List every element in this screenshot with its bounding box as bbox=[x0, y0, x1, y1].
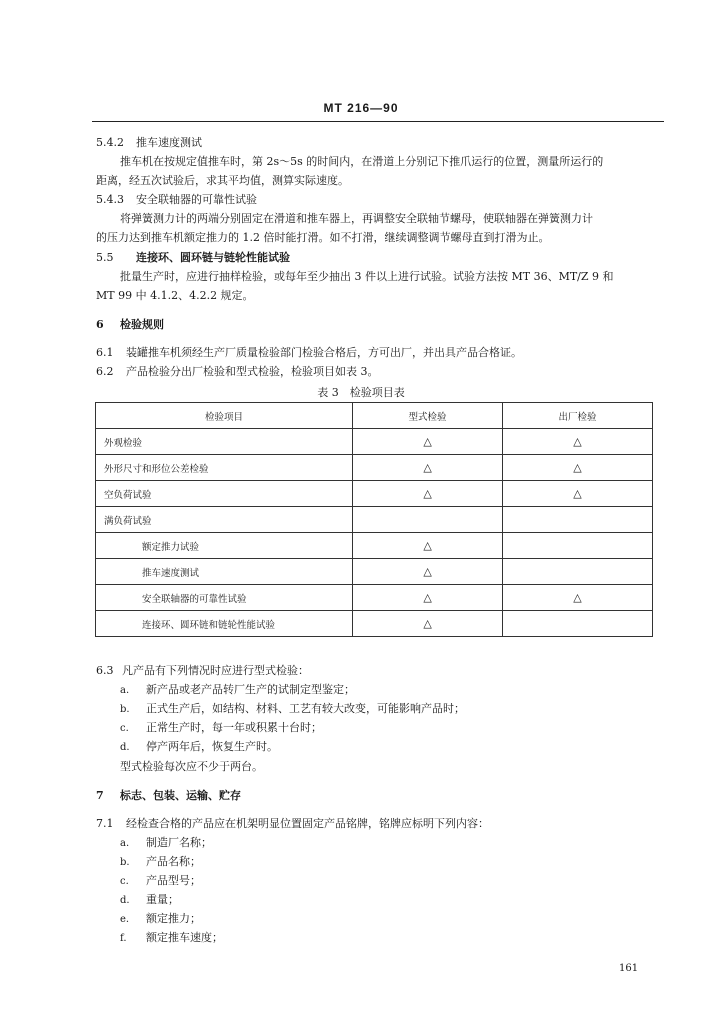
list-text: 额定推车速度； bbox=[146, 931, 223, 944]
table-row bbox=[96, 455, 653, 481]
factory-test-cell: △ bbox=[503, 455, 653, 481]
column-header: 出厂检验 bbox=[503, 403, 653, 429]
section-title: 检验规则 bbox=[120, 318, 164, 331]
type-test-cell: △ bbox=[353, 559, 503, 585]
section-6-1 bbox=[96, 346, 522, 360]
item-cell: 连接环、圆环链和链轮性能试验 bbox=[96, 611, 353, 637]
section-6-2 bbox=[96, 365, 379, 379]
list-item bbox=[120, 740, 278, 755]
list-letter: d. bbox=[120, 895, 130, 906]
factory-test-cell bbox=[503, 559, 653, 585]
list-item bbox=[120, 855, 201, 870]
item-cell: 满负荷试验 bbox=[96, 507, 353, 533]
section-number: 5.5 bbox=[96, 251, 114, 264]
section-title: 安全联轴器的可靠性试验 bbox=[136, 193, 257, 206]
list-letter: d. bbox=[120, 742, 130, 753]
list-text: 正常生产时，每一年或积累十台时； bbox=[146, 721, 322, 734]
type-test-cell: △ bbox=[353, 585, 503, 611]
type-test-cell: △ bbox=[353, 533, 503, 559]
list-text: 重量； bbox=[146, 893, 179, 906]
list-letter: e. bbox=[120, 914, 130, 925]
section-7-heading bbox=[96, 789, 241, 803]
list-letter: c. bbox=[120, 723, 129, 734]
type-test-cell: △ bbox=[353, 481, 503, 507]
section-text: 产品检验分出厂检验和型式检验，检验项目如表 3。 bbox=[126, 365, 379, 378]
type-test-cell: △ bbox=[353, 611, 503, 637]
list-item bbox=[120, 836, 212, 851]
list-text: 产品型号； bbox=[146, 874, 201, 887]
table-row bbox=[96, 585, 653, 611]
item-cell: 额定推力试验 bbox=[96, 533, 353, 559]
paragraph-line: 批量生产时，应进行抽样检验，或每年至少抽出 3 件以上进行试验。试验方法按 MT 36、MT/Z 9 和 bbox=[120, 270, 614, 283]
section-number: 6.1 bbox=[96, 346, 114, 359]
table-row bbox=[96, 507, 653, 533]
table-row bbox=[96, 481, 653, 507]
factory-test-cell: △ bbox=[503, 481, 653, 507]
list-letter: b. bbox=[120, 704, 130, 715]
section-title: 连接环、圆环链与链轮性能试验 bbox=[136, 251, 290, 264]
list-item bbox=[120, 683, 355, 698]
list-text: 新产品或老产品转厂生产的试制定型鉴定； bbox=[146, 683, 355, 696]
paragraph-line: 距离，经五次试验后，求其平均值，测算实际速度。 bbox=[96, 174, 349, 187]
list-item bbox=[120, 931, 223, 946]
column-header: 检验项目 bbox=[96, 403, 353, 429]
table-row bbox=[96, 429, 653, 455]
table-header-row bbox=[96, 403, 653, 429]
section-text: 经检查合格的产品应在机架明显位置固定产品铭牌，铭牌应标明下列内容： bbox=[126, 817, 489, 830]
list-letter: c. bbox=[120, 876, 129, 887]
section-number: 5.4.3 bbox=[96, 193, 124, 206]
type-test-cell: △ bbox=[353, 455, 503, 481]
table-row bbox=[96, 559, 653, 585]
list-letter: f. bbox=[120, 933, 127, 944]
factory-test-cell: △ bbox=[503, 429, 653, 455]
inspection-table bbox=[95, 402, 653, 637]
section-6-3 bbox=[96, 664, 309, 678]
type-test-cell: △ bbox=[353, 429, 503, 455]
list-text: 停产两年后，恢复生产时。 bbox=[146, 740, 278, 753]
section-title: 标志、包装、运输、贮存 bbox=[120, 789, 241, 802]
section-number: 6 bbox=[96, 318, 104, 331]
factory-test-cell bbox=[503, 611, 653, 637]
section-7-1 bbox=[96, 817, 489, 831]
paragraph-line: 的压力达到推车机额定推力的 1.2 倍时能打滑。如不打滑，继续调整调节螺母直到打滑为止。 bbox=[96, 231, 550, 244]
list-item bbox=[120, 874, 201, 889]
section-number: 6.2 bbox=[96, 365, 114, 378]
type-test-cell bbox=[353, 507, 503, 533]
section-number: 7 bbox=[96, 789, 104, 802]
list-text: 额定推力； bbox=[146, 912, 201, 925]
factory-test-cell bbox=[503, 507, 653, 533]
paragraph-line: MT 99 中 4.1.2、4.2.2 规定。 bbox=[96, 289, 254, 302]
list-item bbox=[120, 702, 465, 717]
item-cell: 推车速度测试 bbox=[96, 559, 353, 585]
list-item bbox=[120, 912, 201, 927]
list-item bbox=[120, 721, 322, 736]
item-cell: 外观检验 bbox=[96, 429, 353, 455]
list-item bbox=[120, 893, 179, 908]
paragraph-line: 推车机在按规定值推车时，第 2s～5s 的时间内，在滑道上分别记下推爪运行的位置，测量所运行的 bbox=[120, 155, 604, 168]
section-text: 装罐推车机须经生产厂质量检验部门检验合格后，方可出厂，并出具产品合格证。 bbox=[126, 346, 522, 359]
section-number: 7.1 bbox=[96, 817, 114, 830]
section-5-5-heading bbox=[96, 251, 290, 265]
page-number: 161 bbox=[619, 963, 639, 974]
section-5-4-3-heading bbox=[96, 193, 257, 207]
list-letter: a. bbox=[120, 838, 130, 849]
table-caption: 表 3 检验项目表 bbox=[317, 386, 405, 399]
table-row bbox=[96, 533, 653, 559]
item-cell: 空负荷试验 bbox=[96, 481, 353, 507]
list-text: 制造厂名称； bbox=[146, 836, 212, 849]
list-letter: b. bbox=[120, 857, 130, 868]
paragraph-line: 型式检验每次应不少于两台。 bbox=[120, 760, 263, 773]
list-text: 产品名称； bbox=[146, 855, 201, 868]
item-cell: 外形尺寸和形位公差检验 bbox=[96, 455, 353, 481]
column-header: 型式检验 bbox=[353, 403, 503, 429]
factory-test-cell: △ bbox=[503, 585, 653, 611]
section-title: 推车速度测试 bbox=[136, 136, 202, 149]
section-number: 6.3 bbox=[96, 664, 114, 677]
section-text: 凡产品有下列情况时应进行型式检验： bbox=[122, 664, 309, 677]
list-letter: a. bbox=[120, 685, 130, 696]
item-cell: 安全联轴器的可靠性试验 bbox=[96, 585, 353, 611]
factory-test-cell bbox=[503, 533, 653, 559]
document-code: MT 216—90 bbox=[323, 101, 399, 115]
section-6-heading bbox=[96, 318, 164, 332]
header-rule bbox=[92, 121, 664, 122]
list-text: 正式生产后，如结构、材料、工艺有较大改变，可能影响产品时； bbox=[146, 702, 465, 715]
paragraph-line: 将弹簧测力计的两端分别固定在滑道和推车器上，再调整安全联轴节螺母，使联轴器在弹簧测力计 bbox=[120, 212, 593, 225]
section-number: 5.4.2 bbox=[96, 136, 124, 149]
table-row bbox=[96, 611, 653, 637]
section-5-4-2-heading bbox=[96, 136, 202, 150]
